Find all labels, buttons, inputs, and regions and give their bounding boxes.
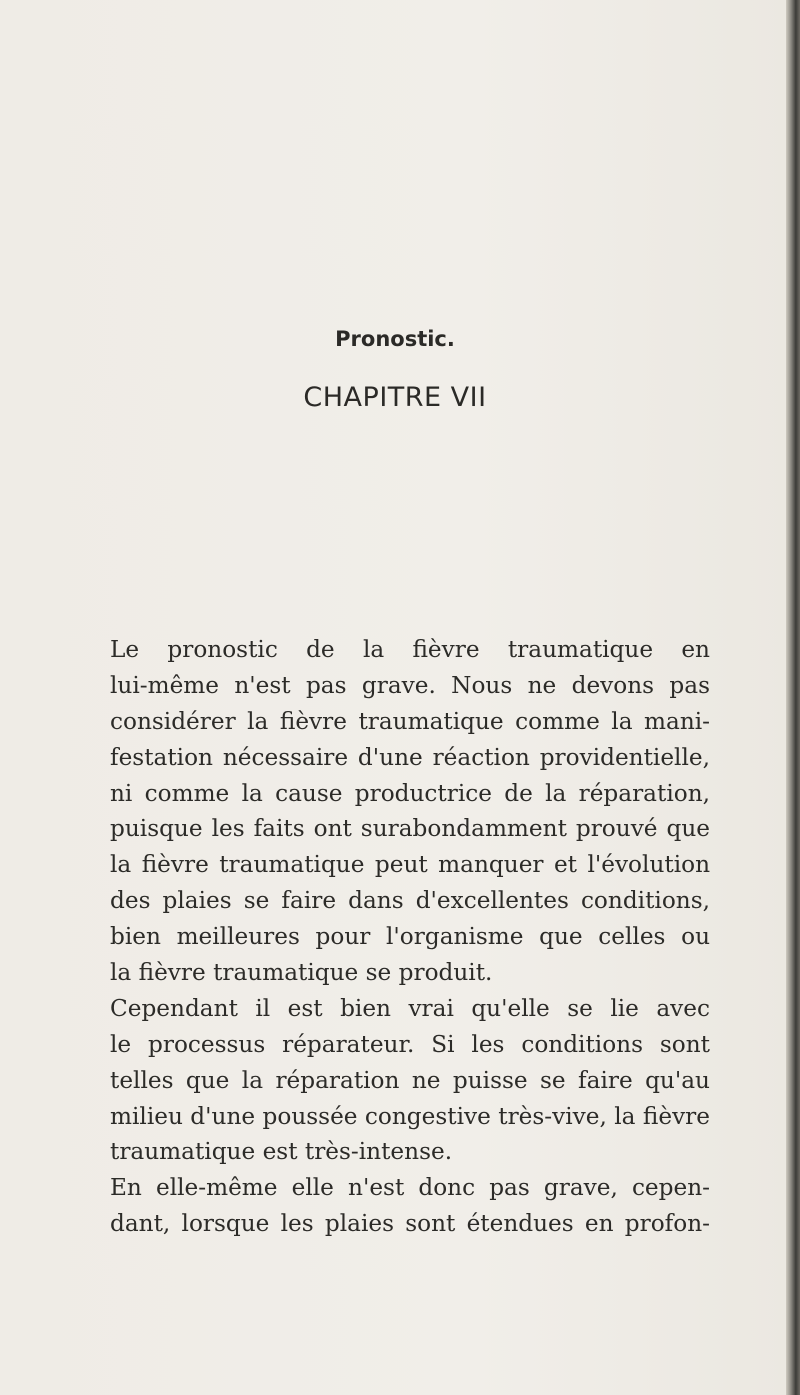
text-line: puisque les faits ont surabondamment prouvé que — [110, 815, 710, 843]
text-line: traumatique est très-intense. — [110, 1138, 453, 1166]
text-line: Cependant il est bien vrai qu'elle se lie avec — [110, 994, 710, 1022]
text-line: dant, lorsque les plaies sont étendues en profon- — [110, 1210, 710, 1238]
section-title: Pronostic. — [335, 327, 455, 351]
text-line: En elle-même elle n'est donc pas grave, cepen- — [110, 1174, 710, 1202]
text-line: des plaies se faire dans d'excellentes conditions, — [110, 887, 710, 915]
body-text — [110, 632, 710, 1242]
text-line: la fièvre traumatique peut manquer et l'évolution — [110, 851, 710, 879]
text-line: la fièvre traumatique se produit. — [110, 959, 493, 987]
text-line: bien meilleures pour l'organisme que celles ou — [110, 923, 710, 951]
text-line: telles que la réparation ne puisse se faire qu'au — [110, 1066, 710, 1094]
text-line: considérer la fièvre traumatique comme la mani- — [110, 707, 710, 735]
text-line: lui-même n'est pas grave. Nous ne devons pas — [110, 671, 710, 699]
text-line: ni comme la cause productrice de la réparation, — [110, 779, 710, 807]
text-line: le processus réparateur. Si les conditions sont — [110, 1030, 710, 1058]
page-edge — [786, 0, 800, 1395]
text-line: Le pronostic de la fièvre traumatique en — [110, 636, 710, 663]
text-line: festation nécessaire d'une réaction providentielle, — [110, 743, 710, 771]
chapter-title: CHAPITRE VII — [303, 382, 487, 413]
text-line: milieu d'une poussée congestive très-vive, la fièvre — [110, 1102, 710, 1130]
